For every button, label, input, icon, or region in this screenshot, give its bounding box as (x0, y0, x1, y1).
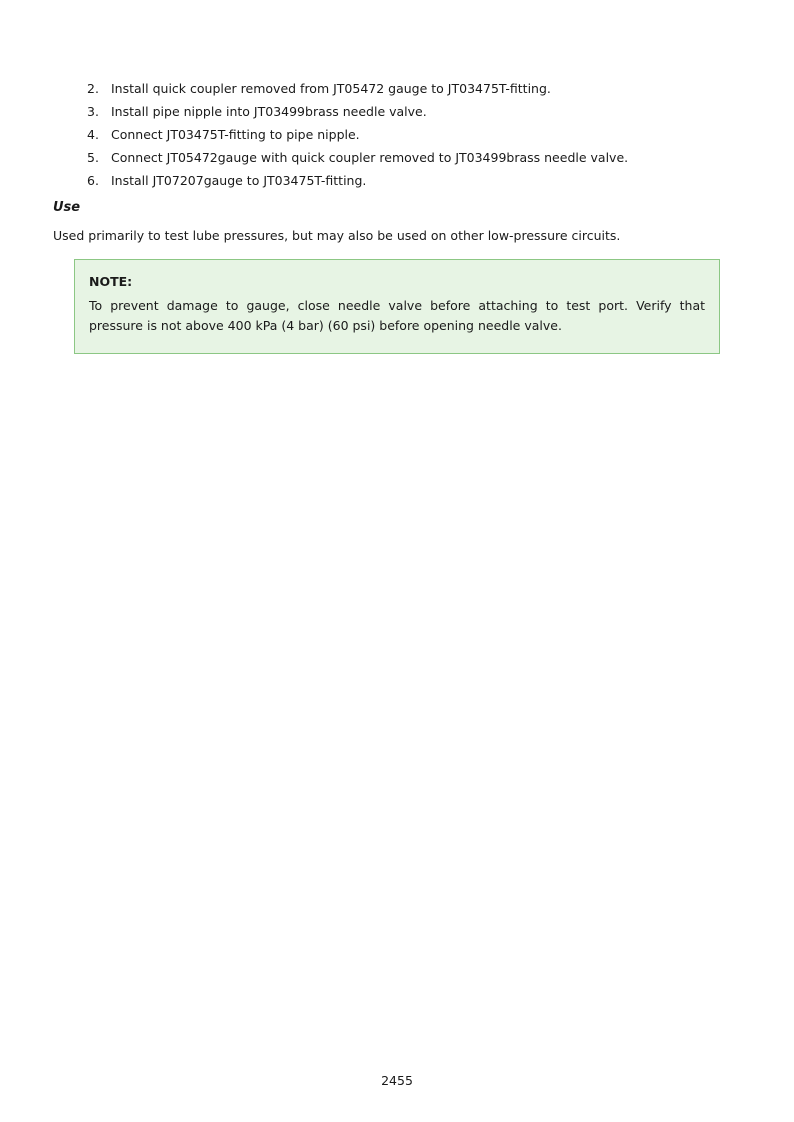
step-text: Install JT07207gauge to JT03475T-fitting. (111, 173, 367, 188)
note-callout (74, 259, 720, 354)
page-number: 2455 (381, 1073, 413, 1088)
step-text: Install pipe nipple into JT03499brass needle valve. (111, 104, 427, 119)
step-text: Connect JT03475T-fitting to pipe nipple. (111, 127, 360, 142)
step-number: 3. (87, 104, 99, 119)
note-text: To prevent damage to gauge, close needle valve before attaching to test port. Verify that pressure is not above 400 kPa (4 bar) (60 psi) before opening needle valve. (89, 298, 705, 333)
step-number: 6. (87, 173, 99, 188)
step-number: 2. (87, 81, 99, 96)
step-text: Install quick coupler removed from JT05472 gauge to JT03475T-fitting. (111, 81, 551, 96)
use-section-text: Used primarily to test lube pressures, but may also be used on other low-pressure circuits. (53, 228, 621, 243)
step-number: 5. (87, 150, 99, 165)
note-title: NOTE: (89, 274, 133, 289)
step-number: 4. (87, 127, 99, 142)
use-section-heading: Use (53, 200, 81, 215)
step-text: Connect JT05472gauge with quick coupler removed to JT03499brass needle valve. (111, 150, 629, 165)
